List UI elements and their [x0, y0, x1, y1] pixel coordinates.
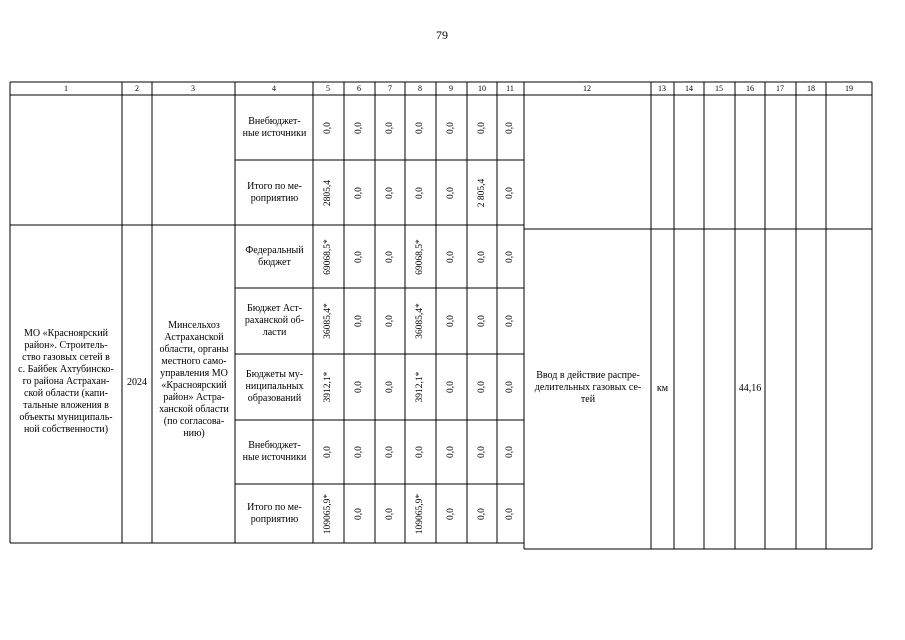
- column-header-14: 14: [685, 84, 693, 93]
- amount-cell: 0,0: [415, 446, 425, 458]
- amount-cell: 0,0: [415, 186, 425, 199]
- column-header-18: 18: [807, 84, 815, 93]
- column-header-9: 9: [449, 84, 453, 93]
- amount-cell: 36085,4*: [415, 303, 425, 339]
- amount-cell: 0,0: [354, 250, 364, 263]
- amount-cell: 0,0: [354, 446, 364, 458]
- amount-cell: 0,0: [505, 381, 515, 393]
- indicator-name: Ввод в действие распре- делительных газовых се- тей: [534, 370, 642, 405]
- amount-cell: 0,0: [446, 121, 456, 134]
- amount-cell: 0,0: [477, 315, 487, 327]
- amount-cell: 0,0: [477, 121, 487, 134]
- year: 2024: [127, 377, 147, 388]
- amount-cell: 0,0: [415, 121, 425, 134]
- amount-cell: 109065,9*: [323, 493, 333, 534]
- column-header-15: 15: [715, 84, 723, 93]
- amount-cell: 0,0: [385, 250, 395, 263]
- amount-cell: 0,0: [505, 507, 515, 520]
- column-header-7: 7: [388, 84, 392, 93]
- column-header-17: 17: [776, 84, 784, 93]
- amount-cell: 0,0: [354, 186, 364, 199]
- amount-cell: 0,0: [385, 315, 395, 327]
- amount-cell: 69068,5*: [323, 238, 333, 275]
- amount-cell: 0,0: [505, 315, 515, 327]
- funding-source: Федеральный бюджет: [245, 244, 304, 268]
- column-header-4: 4: [272, 84, 276, 93]
- funding-source: Внебюджет- ные источники: [242, 440, 307, 463]
- project-description: МО «Красноярский район». Строитель- ство газовых сетей в с. Байбек Ахтубинско- го района Астрахан- ской области (капи- тальные вложения в объекты муниципаль- ной собственности): [18, 328, 114, 435]
- amount-cell: 36085,4*: [323, 303, 333, 339]
- amount-cell: 0,0: [505, 250, 515, 263]
- amount-cell: 0,0: [323, 121, 333, 134]
- amount-cell: 0,0: [505, 121, 515, 134]
- column-header-6: 6: [357, 84, 361, 93]
- amount-cell: 2805,4: [323, 179, 333, 206]
- column-header-13: 13: [658, 84, 666, 93]
- column-header-19: 19: [845, 84, 853, 93]
- amount-cell: 0,0: [354, 507, 364, 520]
- funding-source: Бюджеты му- ниципальных образований: [245, 369, 304, 404]
- column-header-1: 1: [64, 84, 68, 93]
- funding-source: Бюджет Аст- раханской об- ласти: [244, 303, 305, 338]
- amount-cell: 0,0: [385, 446, 395, 458]
- amount-cell: 69068,5*: [415, 238, 425, 275]
- funding-source: Итого по ме- роприятию: [247, 180, 302, 204]
- amount-cell: 0,0: [446, 507, 456, 520]
- amount-cell: 0,0: [477, 446, 487, 458]
- amount-cell: 0,0: [446, 186, 456, 199]
- amount-cell: 0,0: [354, 315, 364, 327]
- amount-cell: 2 805,4: [477, 178, 487, 207]
- indicator-value-2024: 44,16: [738, 383, 762, 394]
- amount-cell: 0,0: [446, 446, 456, 458]
- amount-cell: 0,0: [323, 446, 333, 458]
- page-number: 79: [436, 28, 448, 42]
- column-header-11: 11: [506, 84, 514, 93]
- funding-source: Внебюджет- ные источники: [242, 115, 307, 139]
- amount-cell: 0,0: [446, 381, 456, 393]
- amount-cell: 0,0: [385, 507, 395, 520]
- amount-cell: 0,0: [354, 381, 364, 393]
- amount-cell: 0,0: [446, 315, 456, 327]
- column-header-16: 16: [746, 84, 754, 93]
- column-header-3: 3: [191, 84, 195, 93]
- amount-cell: 3912,1*: [415, 371, 425, 403]
- amount-cell: 0,0: [505, 446, 515, 458]
- column-header-5: 5: [326, 84, 330, 93]
- amount-cell: 0,0: [477, 250, 487, 263]
- column-header-10: 10: [478, 84, 486, 93]
- amount-cell: 3912,1*: [323, 371, 333, 403]
- amount-cell: 0,0: [385, 121, 395, 134]
- amount-cell: 0,0: [354, 121, 364, 134]
- amount-cell: 0,0: [477, 381, 487, 393]
- amount-cell: 109065,9*: [415, 493, 425, 534]
- column-header-8: 8: [418, 84, 422, 93]
- column-header-12: 12: [583, 84, 591, 93]
- unit-of-measure: км: [656, 383, 669, 394]
- amount-cell: 0,0: [385, 381, 395, 393]
- responsible-executor: Минсельхоз Астраханской области, органы местного само- управления МО «Красноярский район» Астра- ханской области (по согласова- нию): [159, 320, 229, 439]
- amount-cell: 0,0: [477, 507, 487, 520]
- funding-source: Итого по ме- роприятию: [247, 501, 302, 525]
- amount-cell: 0,0: [446, 250, 456, 263]
- amount-cell: 0,0: [505, 186, 515, 199]
- column-header-2: 2: [135, 84, 139, 93]
- amount-cell: 0,0: [385, 186, 395, 199]
